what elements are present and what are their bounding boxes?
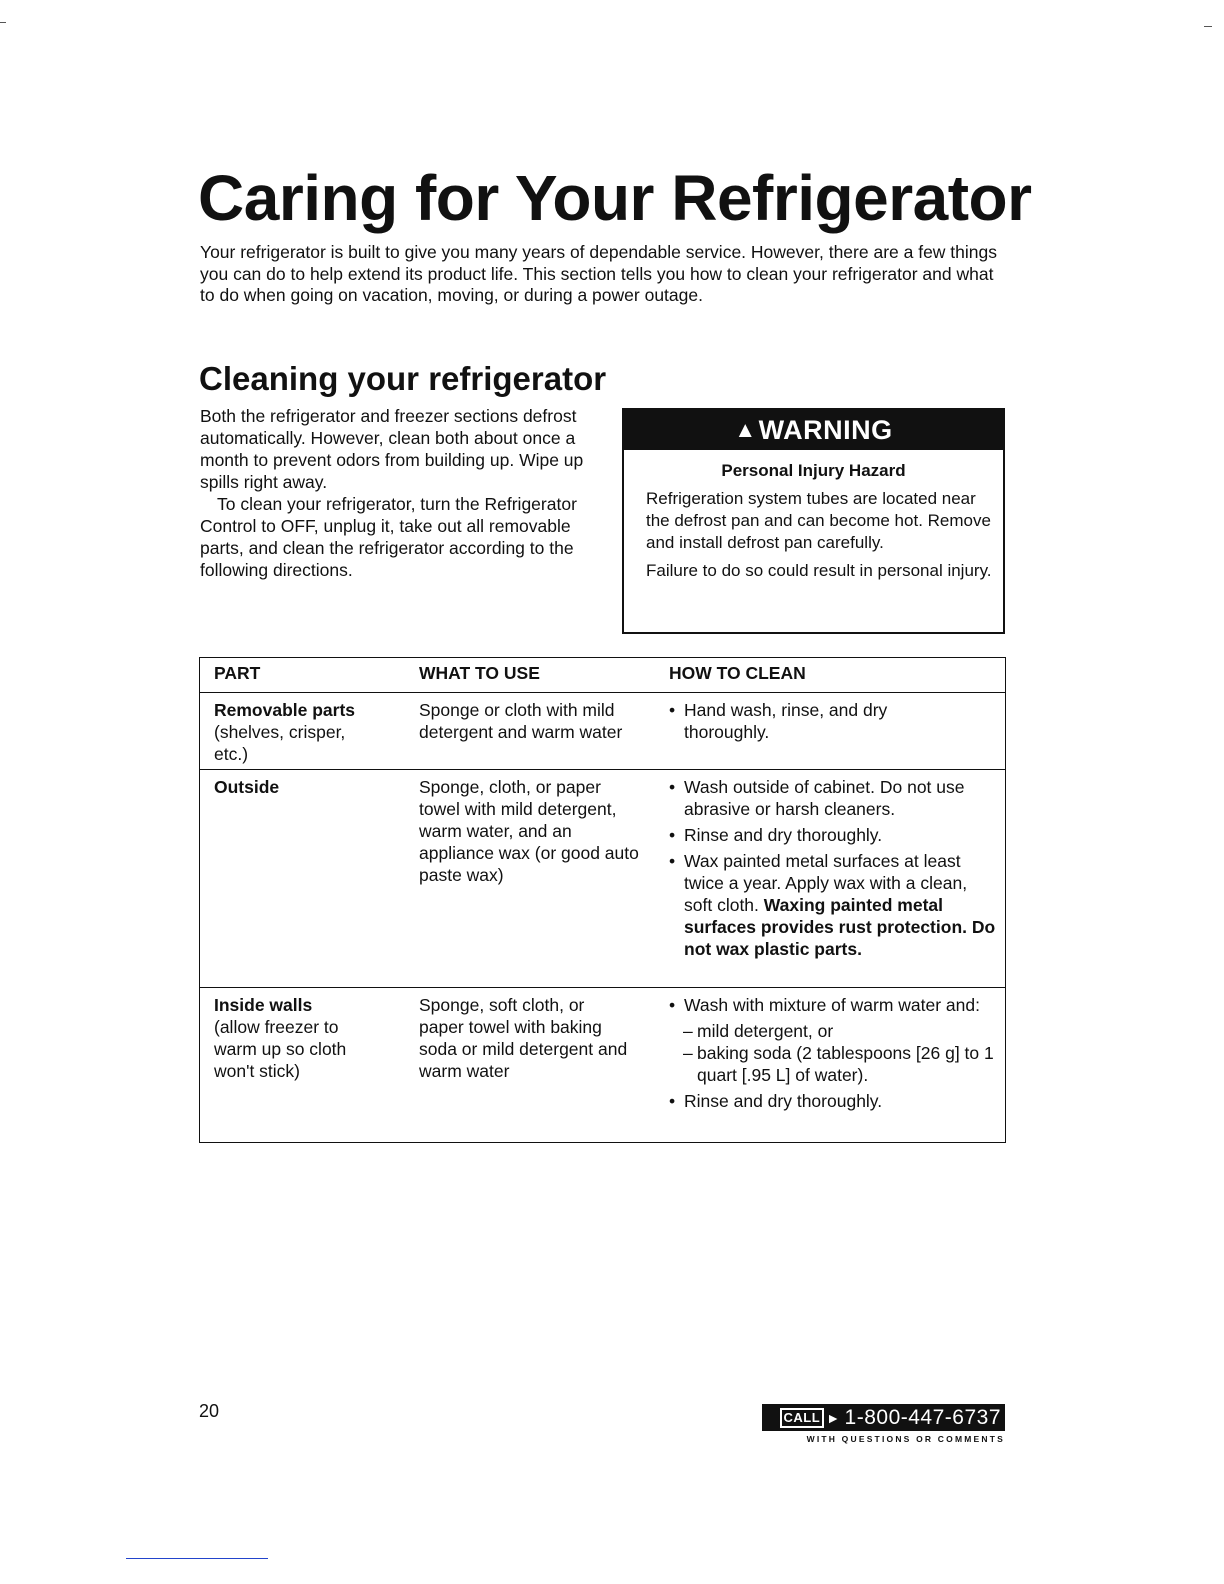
part-cell xyxy=(200,770,420,988)
option-item: – baking soda (2 tablespoons [26 g] to 1 quart [.95 L] of water). xyxy=(669,1042,997,1086)
how-to-clean-list xyxy=(669,776,997,960)
warning-label: WARNING xyxy=(758,415,893,445)
table-row xyxy=(200,770,1006,988)
list-item: • Rinse and dry thoroughly. xyxy=(669,824,997,846)
list-item xyxy=(669,850,997,960)
part-note: (allow freezer to warm up so cloth won't stick) xyxy=(214,1017,347,1081)
section-heading: Cleaning your refrigerator xyxy=(199,360,607,397)
what-to-use-cell: Sponge, cloth, or paper towel with mild detergent, warm water, and an appliance wax (or good auto paste wax) xyxy=(419,770,669,988)
part-note: (shelves, crisper, etc.) xyxy=(214,722,346,764)
list-item-text: Wax painted metal surfaces at least twice a year. Apply wax with a clean, soft cloth. xyxy=(684,851,968,915)
what-to-use-cell: Sponge or cloth with mild detergent and warm water xyxy=(419,693,669,770)
part-cell xyxy=(200,693,420,770)
warning-hazard-title: Personal Injury Hazard xyxy=(721,461,906,480)
phone-number: 1-800-447-6737 xyxy=(844,1406,1001,1429)
warning-consequence: Failure to do so could result in personal injury. xyxy=(646,561,992,580)
part-name: Outside xyxy=(214,777,280,797)
warning-box xyxy=(622,408,1005,634)
part-name: Inside walls xyxy=(214,995,313,1015)
how-to-clean-cell xyxy=(669,770,1006,988)
warning-header xyxy=(624,410,1003,450)
how-to-clean-list xyxy=(669,699,997,743)
list-item-text: • Wash with mixture of warm water and: xyxy=(684,995,980,1015)
how-to-clean-list xyxy=(669,994,997,1016)
what-to-use-cell: Sponge, soft cloth, or paper towel with baking soda or mild detergent and warm water xyxy=(419,995,628,1081)
how-to-clean-cell xyxy=(669,988,1006,1143)
list-item: • Wash outside of cabinet. Do not use abrasive or harsh cleaners. xyxy=(669,776,997,820)
cleaning-table xyxy=(199,657,1006,1143)
list-item-emphasis: Waxing painted metal surfaces provides rust protection. Do not wax plastic parts. xyxy=(684,895,996,959)
page-number: 20 xyxy=(199,1401,220,1421)
column-header-how-to-clean: HOW TO CLEAN xyxy=(669,658,1006,693)
intro-paragraph: Your refrigerator is built to give you many years of dependable service. However, there are a few things you can do to help extend its product life. This section tells you how to clean your refrigerator and what to do when going on vacation, moving, or during a power outage. xyxy=(200,242,998,305)
call-badge xyxy=(762,1404,1005,1431)
call-label: CALL xyxy=(780,1408,825,1428)
list-item: • Rinse and dry thoroughly. xyxy=(669,1090,997,1112)
arrow-right-icon: ► xyxy=(826,1410,841,1426)
warning-text: Refrigeration system tubes are located near the defrost pan and can become hot. Remove and install defrost pan carefully. xyxy=(646,489,991,552)
table-row xyxy=(200,988,1006,1143)
scan-mark xyxy=(1204,26,1212,27)
cleaning-paragraph-1: Both the refrigerator and freezer sections defrost automatically. However, clean both about once a month to prevent odors from building up. Wipe up spills right away. xyxy=(200,406,584,492)
part-cell xyxy=(200,988,420,1143)
cleaning-paragraph-2: To clean your refrigerator, turn the Refrigerator Control to OFF, unplug it, take out all removable parts, and clean the refrigerator according to the following directions. xyxy=(200,494,577,580)
option-item: – mild detergent, or xyxy=(669,1020,997,1042)
cleaning-intro xyxy=(200,405,590,581)
table-header-row xyxy=(200,658,1006,693)
scan-mark xyxy=(0,22,6,23)
list-item: • Hand wash, rinse, and dry thoroughly. xyxy=(669,699,997,743)
list-item xyxy=(669,994,997,1016)
column-header-what-to-use: WHAT TO USE xyxy=(419,658,669,693)
how-to-clean-cell xyxy=(669,693,1006,770)
warning-triangle-icon: ▲ xyxy=(734,417,757,442)
call-caption: WITH QUESTIONS OR COMMENTS xyxy=(806,1434,1005,1444)
call-box xyxy=(762,1404,1005,1444)
footer-rule xyxy=(126,1558,268,1559)
how-to-clean-list xyxy=(669,1090,997,1112)
column-header-part: PART xyxy=(200,658,420,693)
table-row xyxy=(200,693,1006,770)
part-name: Removable parts xyxy=(214,700,356,720)
page-title: Caring for Your Refrigerator xyxy=(198,162,1032,234)
